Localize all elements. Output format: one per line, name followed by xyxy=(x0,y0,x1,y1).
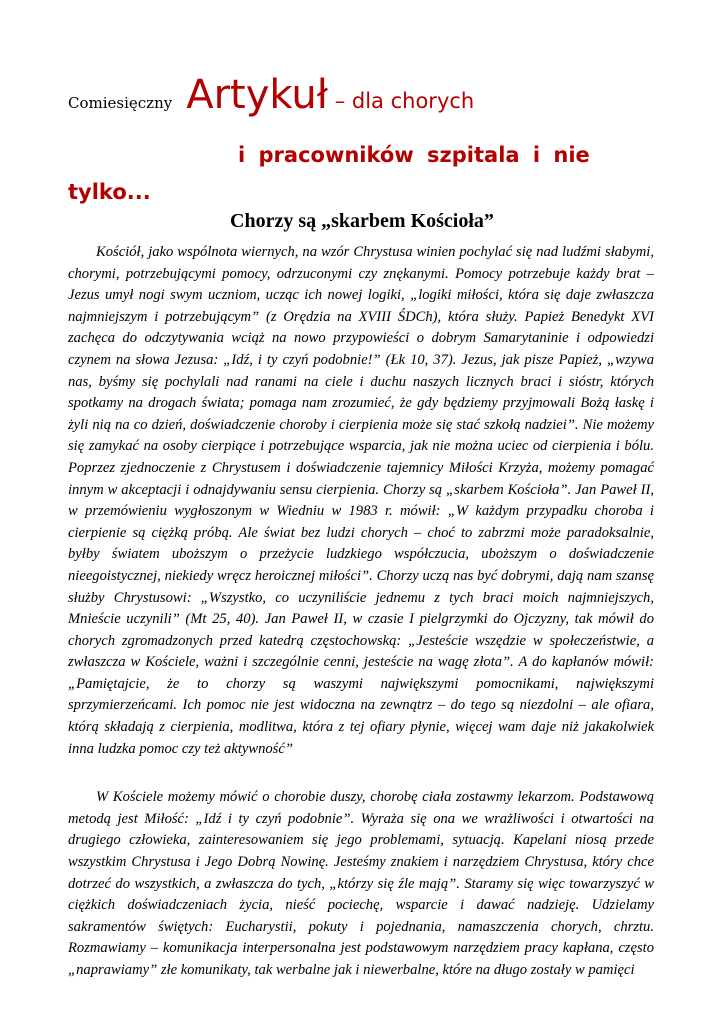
header-big-title: Artykuł xyxy=(186,72,329,118)
header-line-2: i pracowników szpitala i nie xyxy=(238,143,590,167)
article-body xyxy=(68,242,654,982)
header-small-text: Comiesięczny xyxy=(68,94,173,112)
header-subtitle: – dla chorych xyxy=(328,89,475,113)
header-line-3: tylko... xyxy=(68,180,151,204)
paragraph-2: W Kościele możemy mówić o chorobie duszy, chorobę ciała zostawmy lekarzom. Podstawową metodą jest Miłość: „Idź i ty czyń podobnie”. Wyraża się ona we wrażliwości i otwartości na drugiego człowieka, zainteresowaniem się jego problemami, sytuacją. Kapelani niosą przede wszystkim Chrystusa i Jego Dobrą Nowinę. Jesteśmy znakiem i narzędziem Chrystusa, który chce dotrzeć do wszystkich, a zwłaszcza do tych, „którzy się źle mają”. Staramy się więc towarzyszyć w ciężkich doświadczeniach życia, nieść pociechę, wsparcie i dawać nadzieję. Udzielamy sakramentów świętych: Eucharystii, pokuty i pojednania, namaszczenia chorych, chrztu. Rozmawiamy – komunikacja interpersonalna jest podstawowym narzędziem pracy kapłana, często „naprawiamy” złe komunikaty, tak werbalne jak i niewerbalne, które na długo zostały w pamięci xyxy=(68,789,654,978)
paragraph-1: Kościół, jako wspólnota wiernych, na wzór Chrystusa winien pochylać się nad ludźmi słabymi, chorymi, potrzebującymi pomocy, odrzuconymi czy znękanymi. Pomocy potrzebuje każdy brat – Jezus umył nogi swym uczniom, ucząc ich nowej logiki, „logiki miłości, która się daje zwłaszcza najmniejszym i potrzebującym” (z Orędzia na XVIII ŚDCh), która służy. Papież Benedykt XVI zachęca do odczytywania wciąż na nowo przypowieści o dobrym Samarytaninie i odpowiedzi czynem na słowa Jezusa: „Idź, i ty czyń podobnie!” (Łk 10, 37). Jezus, jak pisze Papież, „wzywa nas, byśmy się pochylali nad ranami na ciele i duchu naszych licznych braci i sióstr, których spotkamy na drogach świata; pomaga nam zrozumieć, że gdy będziemy przyjmowali Bożą łaskę i żyli nią na co dzień, doświadczenie choroby i cierpienia może się stać szkołą nadziei”. Nie możemy się zamykać na osoby cierpiące i potrzebujące wsparcia, jak nie można uciec od cierpienia i bólu. Poprzez zjednoczenie z Chrystusem i doświadczenie tajemnicy Miłości Krzyża, możemy pomagać innym w akceptacji i odnajdywaniu sensu cierpienia. Chorzy są „skarbem Kościoła”. Jan Paweł II, w przemówieniu wygłoszonym w Wiedniu w 1983 r. mówił: „W każdym przypadku choroba i cierpienie są ciężką próbą. Ale świat bez ludzi chorych – choć to zabrzmi może paradoksalnie, byłby światem uboższym o przeżycie ludzkiego współczucia, uboższym o doświadczenie nieegoistycznej, niekiedy wręcz heroicznej miłości”. Chorzy uczą nas być dobrymi, dają nam szansę służby Chrystusowi: „Wszystko, co uczyniliście jednemu z tych braci moich najmniejszych, Mnieście uczynili” (Mt 25, 40). Jan Paweł II, w czasie I pielgrzymki do Ojczyzny, tak mówił do chorych zgromadzonych przed katedrą częstochowską: „Jesteście wszędzie w społeczeństwie, a zwłaszcza w Kościele, ważni i szczególnie cenni, jesteście na wagę złota”. A do kapłanów mówił: „Pamiętajcie, że to chorzy są waszymi największymi pomocnikami, największymi sprzymierzeńcami. Ich pomoc nie jest widoczna na zewnątrz – do tego są niezdolni – ale ofiara, którą składają z cierpienia, modlitwa, która z tej ofiary płynie, więcej wam daje niż jakakolwiek inna ludzka pomoc czy też aktywność” xyxy=(68,244,654,757)
article-title: Chorzy są „skarbem Kościoła” xyxy=(230,210,494,232)
header-line-1 xyxy=(68,72,474,118)
